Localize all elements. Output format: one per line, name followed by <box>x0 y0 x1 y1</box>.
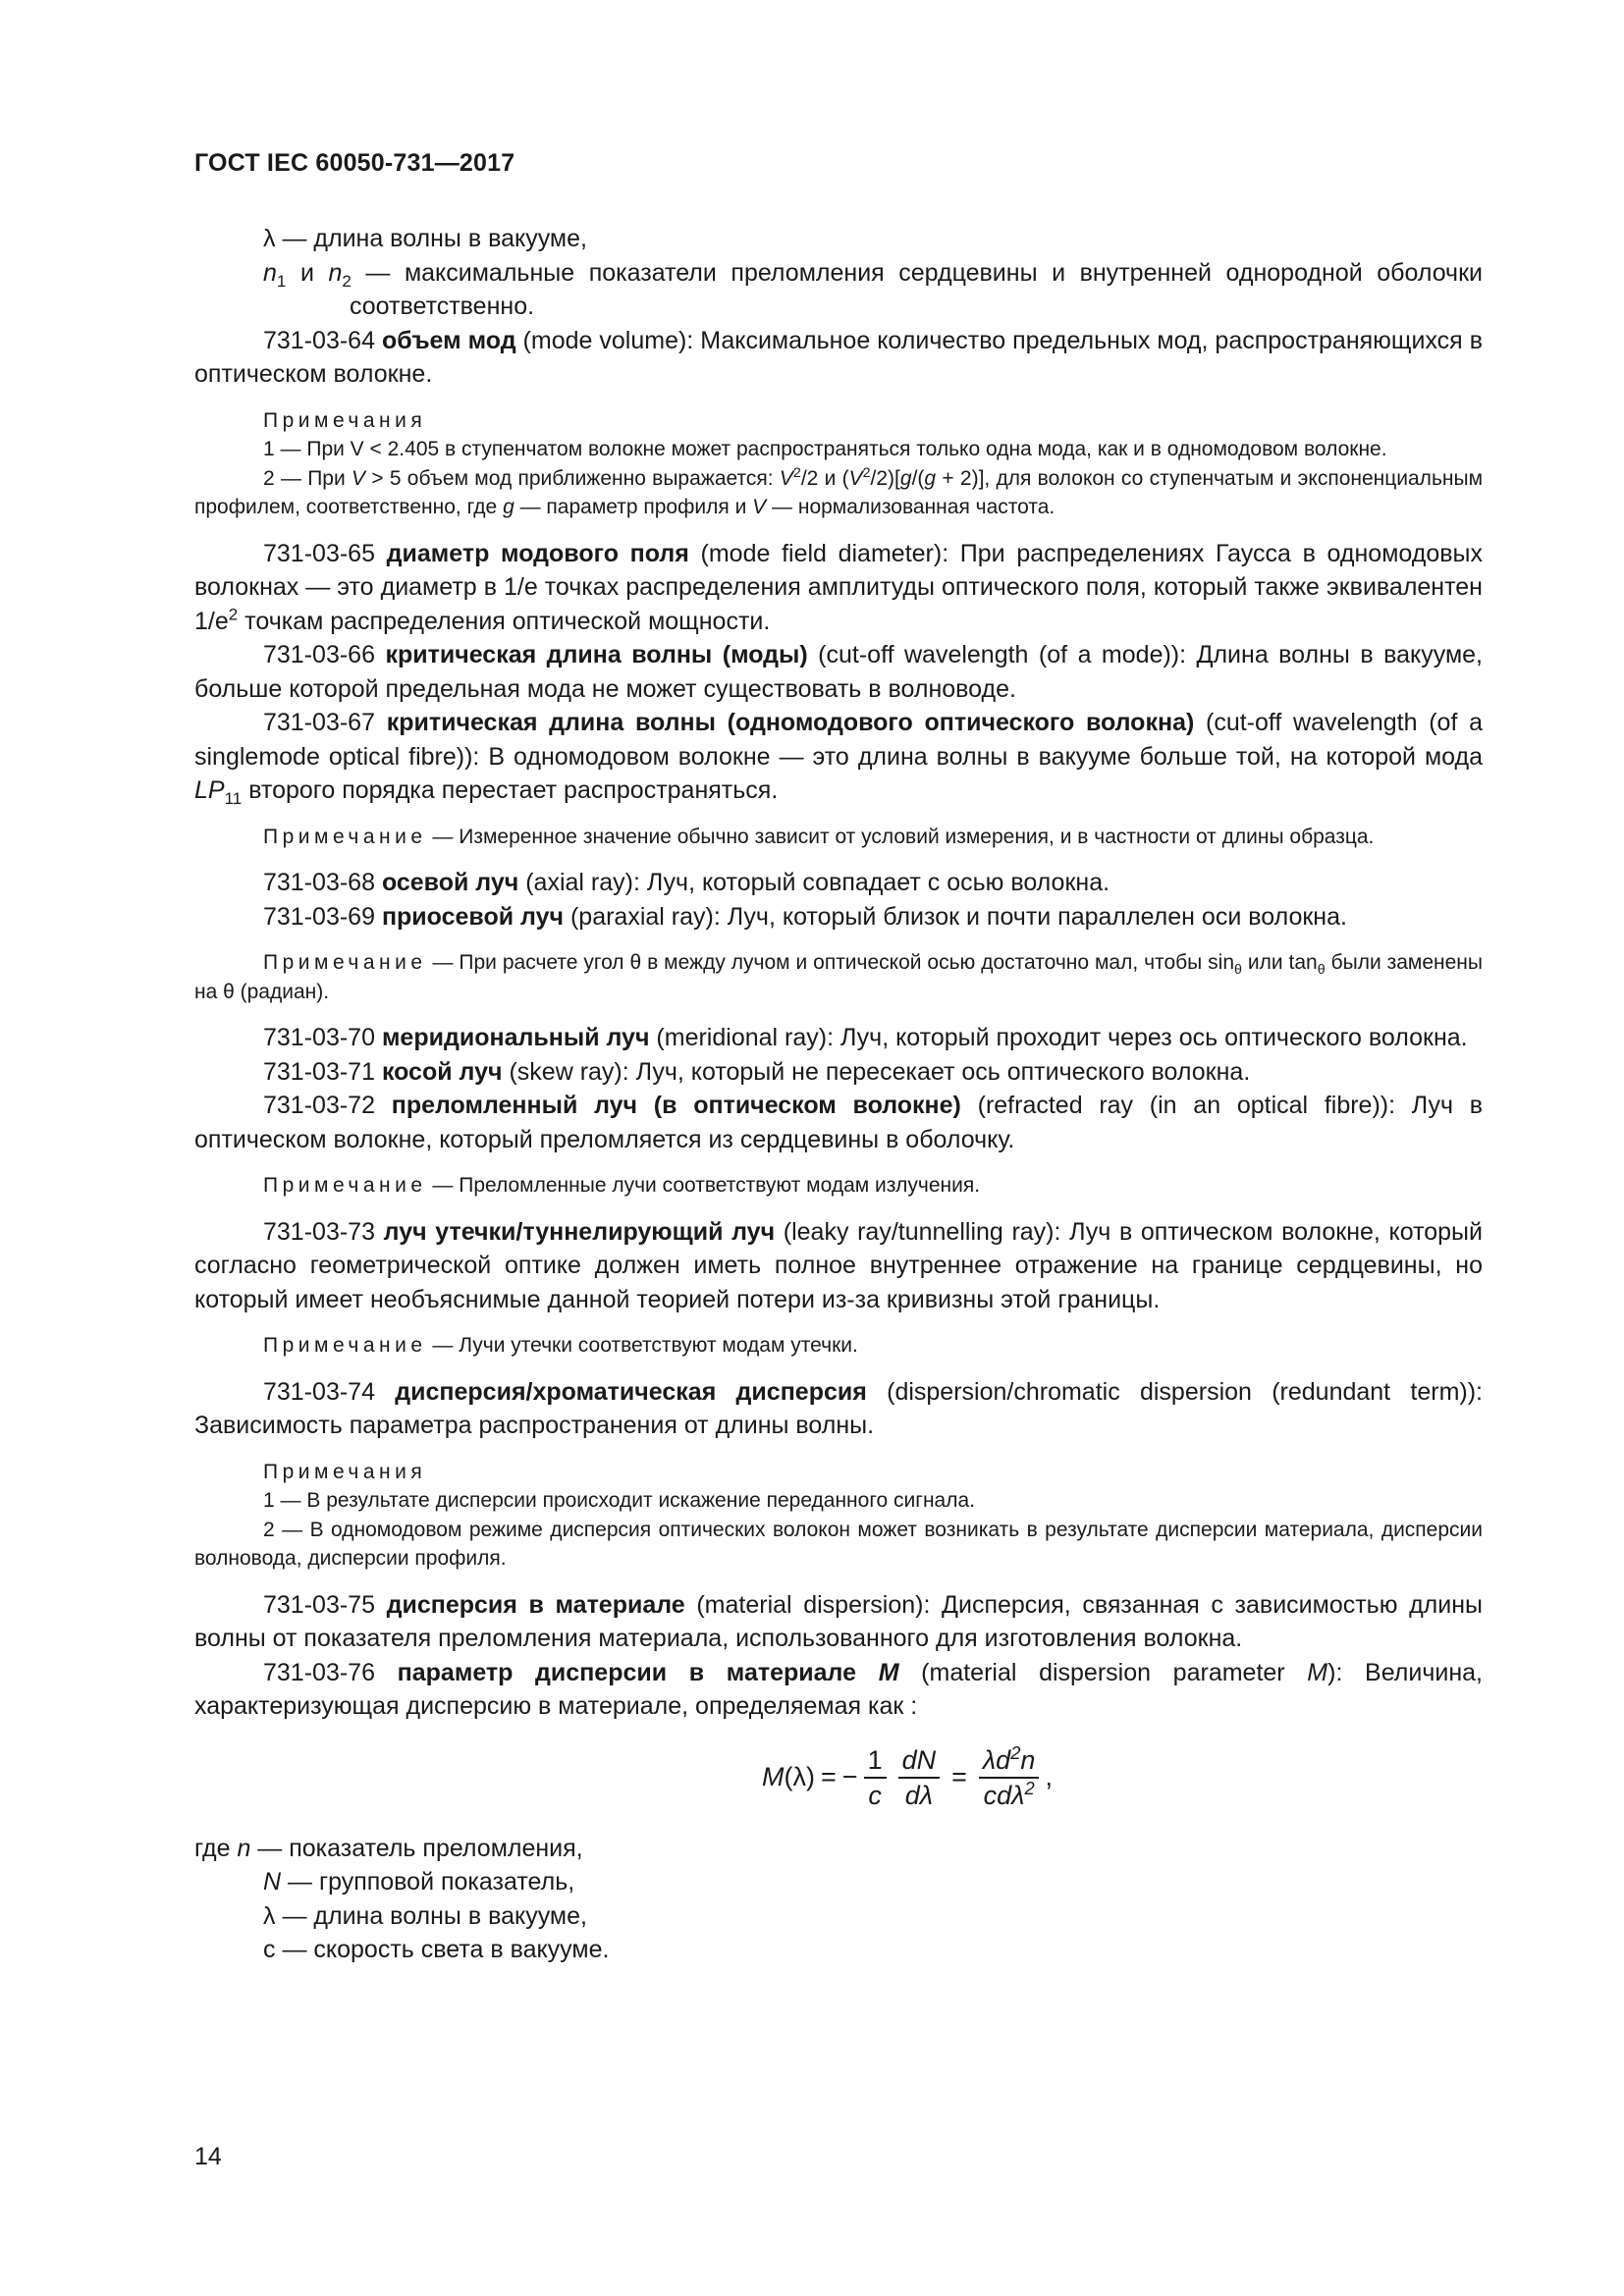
definition-N: N — групповой показатель, <box>263 1868 575 1896</box>
fraction-1-over-c: $\frac{1}{c}$ <box>864 1745 887 1810</box>
page-number: 14 <box>194 2143 222 2170</box>
note-item: 1 — В результате дисперсии происходит искажение переданного сигнала. <box>263 1489 975 1512</box>
notes-heading: Примечания <box>263 1460 427 1483</box>
formula-material-dispersion: M (λ) = − $\frac{1}{c}$ $\frac{dN}{d\lambda}$ = $\frac{\lambda d^2n}{cd\lambda^2}$ , <box>762 1741 1053 1810</box>
term-731-03-72: 731-03-72 преломленный луч (в оптическом волокне) (refracted ray (in an optical fibre)): Луч в оптическом волокне, который преломляется из сердцевины в оболочку. <box>194 1092 1484 1153</box>
note-item: 2 — При V > 5 объем мод приближенно выражается: $V^2/2$ и $(V^2/2)[g/(g + 2)]$, для волокон со ступенчатым и экспоненциальным профилем, соответственно, где g — параметр профиля и V — нормализованная частота. <box>194 464 1484 518</box>
note-item: 1 — При V < 2.405 в ступенчатом волокне может распространяться только одна мода, как и в одномодовом волокне. <box>263 438 1387 460</box>
notes-731-03-64 <box>194 406 1483 522</box>
note-731-03-73: Примечание — Лучи утечки соответствуют модам утечки. <box>263 1334 858 1357</box>
note-731-03-72: Примечание — Преломленные лучи соответствуют модам излучения. <box>263 1174 981 1197</box>
notes-731-03-74 <box>194 1458 1483 1574</box>
fraction-lambda-d2n: $\frac{\lambda d^2n}{cd\lambda^2}$ <box>979 1745 1040 1810</box>
term-731-03-67: 731-03-67 критическая длина волны (одномодового оптического волокна) (cut-off wavelength (of a singlemode optical fibre)): В одномодовом волокне — это длина волны в вакууме больше той, на которой мода $LP_{11}$ второго порядка перестает распространяться. <box>194 709 1484 808</box>
term-731-03-73: 731-03-73 луч утечки/туннелирующий луч (leaky ray/tunnelling ray): Луч в оптическом волокне, который согласно геометрической оптике должен иметь полное внутреннее отражение на границе сердцевины, но который имеет необъяснимые данной теорией потери из-за кривизны этой границы. <box>194 1217 1483 1313</box>
note-731-03-69: Примечание — При расчете угол θ в между лучом и оптической осью достаточно мал, чтобы $\sin_\theta$ или $\tan_\theta$ были заменены на θ (радиан). <box>194 951 1484 1003</box>
term-731-03-75: 731-03-75 дисперсия в материале (material dispersion): Дисперсия, связанная с зависимостью длины волны от показателя преломления материала, использованного для изготовления волокна. <box>194 1590 1483 1652</box>
document-header: ГОСТ IEC 60050-731—2017 <box>194 149 515 177</box>
document-body <box>194 222 1483 1967</box>
notes-heading: Примечания <box>263 408 427 432</box>
term-731-03-64: 731-03-64 объем мод (mode volume): Максимальное количество предельных мод, распространяющихся в оптическом волокне. <box>194 326 1483 388</box>
definition-n1-n2: $n_1$ и $n_2$ — максимальные показатели преломления сердцевины и внутренней однородной оболочки соответственно. <box>263 258 1483 320</box>
definition-n: где n — показатель преломления, <box>194 1834 583 1862</box>
definition-c: c — скорость света в вакууме. <box>263 1936 610 1963</box>
term-731-03-70: 731-03-70 меридиональный луч (meridional ray): Луч, который проходит через ось оптического волокна. <box>263 1024 1468 1051</box>
fraction-dN-over-dlambda: $\frac{dN}{d\lambda}$ <box>898 1745 941 1810</box>
term-731-03-66: 731-03-66 критическая длина волны (моды) (cut-off wavelength (of a mode)): Длина волны в вакууме, больше которой предельная мода не может существовать в волноводе. <box>194 641 1483 703</box>
term-731-03-65: 731-03-65 диаметр модового поля (mode field diameter): При распределениях Гаусса в одномодовых волокнах — это диаметр в 1/e точках распределения амплитуды оптического поля, который также эквивалентен $1/e^2$ точкам распределения оптической мощности. <box>194 539 1483 635</box>
term-731-03-68: 731-03-68 осевой луч (axial ray): Луч, который совпадает с осью волокна. <box>263 869 1110 896</box>
note-item: 2 — В одномодовом режиме дисперсия оптических волокон может возникать в результате дисперсии материала, дисперсии волновода, дисперсии профиля. <box>194 1518 1483 1570</box>
definition-lambda-2: λ — длина волны в вакууме, <box>263 1901 587 1930</box>
term-731-03-74: 731-03-74 дисперсия/хроматическая дисперсия (dispersion/chromatic dispersion (redundant term)): Зависимость параметра распространения от длины волны. <box>194 1377 1483 1439</box>
definition-lambda: λ — длина волны в вакууме, <box>263 225 587 252</box>
term-731-03-76: 731-03-76 параметр дисперсии в материале M (material dispersion parameter M): Величина, характеризующая дисперсию в материале, определяемая как : <box>194 1658 1484 1720</box>
term-731-03-69: 731-03-69 приосевой луч (paraxial ray): Луч, который близок и почти параллелен оси волокна. <box>263 902 1347 931</box>
note-731-03-67: Примечание — Измеренное значение обычно зависит от условий измерения, и в частности от длины образца. <box>263 825 1375 848</box>
term-731-03-71: 731-03-71 косой луч (skew ray): Луч, который не пересекает ось оптического волокна. <box>263 1057 1251 1086</box>
